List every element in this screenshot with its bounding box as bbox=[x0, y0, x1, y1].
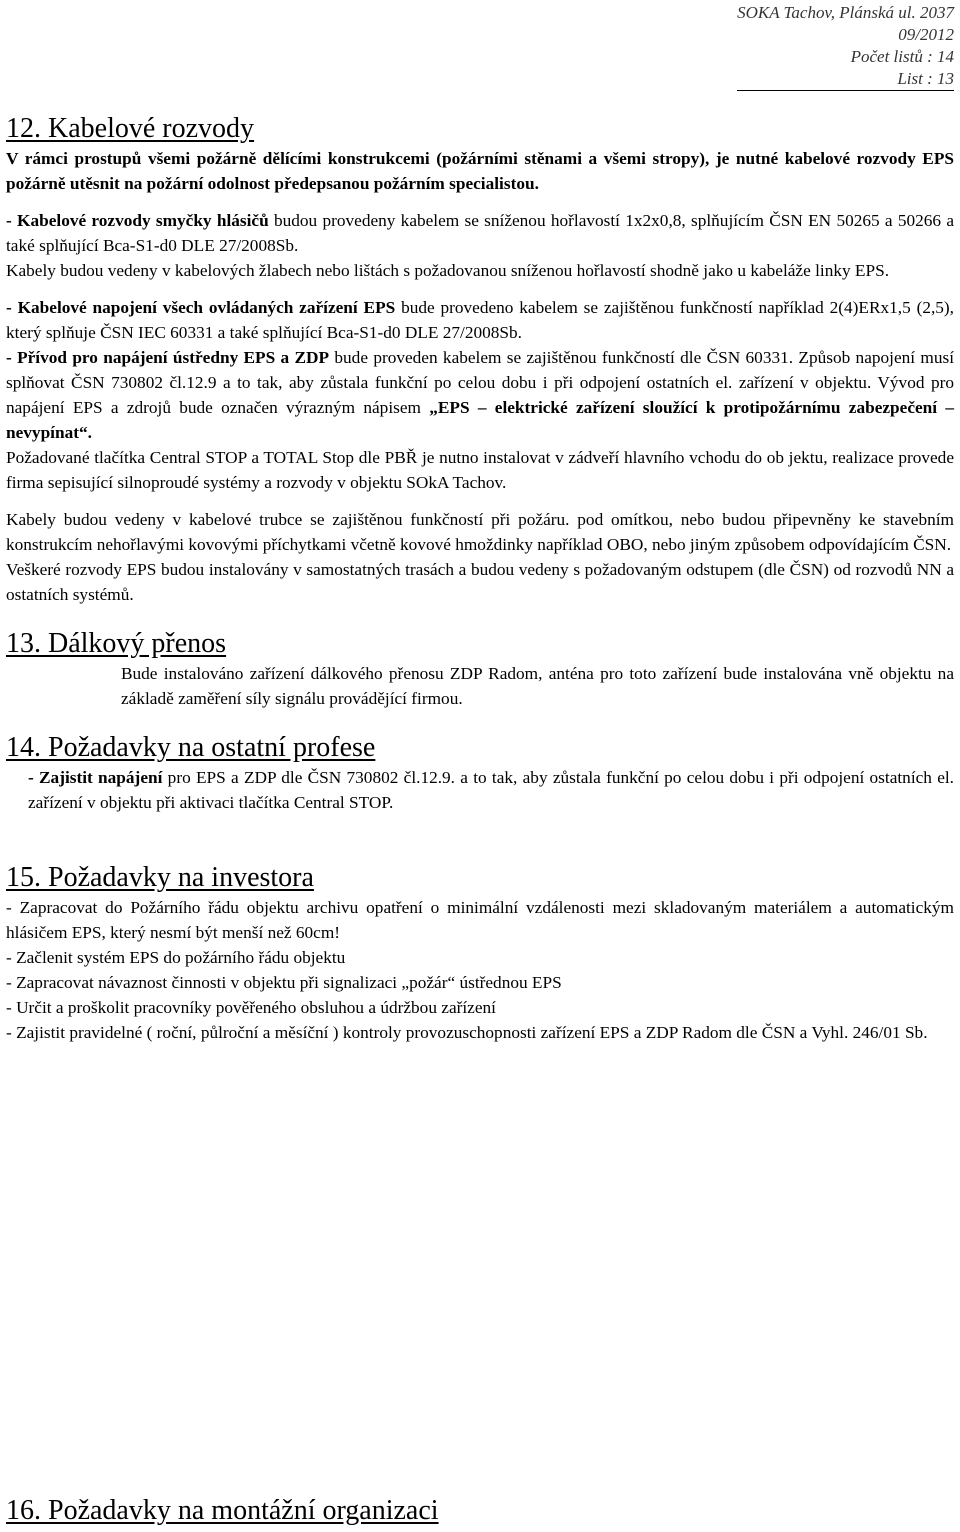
document-body bbox=[6, 112, 954, 1045]
page-header bbox=[737, 2, 954, 91]
s12-p4-warning-label: „EPS – elektrické zařízení sloužící k protipožárnímu zabezpečení – nevypínat“. bbox=[6, 398, 954, 442]
s12-paragraph-1 bbox=[6, 208, 954, 258]
header-sheet-count: Počet listů : 14 bbox=[850, 47, 954, 66]
section-12-title: 12. Kabelové rozvody bbox=[6, 113, 255, 144]
s12-paragraph-2: Kabely budou vedeny v kabelových žlabech nebo lištách s požadovanou sníženou hořlavostí shodně jako u kabeláže linky EPS. bbox=[6, 261, 890, 280]
s15-item-2: - Začlenit systém EPS do požárního řádu objektu bbox=[6, 948, 346, 967]
s12-paragraph-4 bbox=[6, 345, 954, 445]
header-location: SOKA Tachov, Plánská ul. 2037 bbox=[737, 3, 954, 22]
section-13-title: 13. Dálkový přenos bbox=[6, 628, 227, 659]
s12-intro: V rámci prostupů všemi požárně dělícími konstrukcemi (požárními stěnami a všemi stropy), je nutné kabelové rozvody EPS požárně utěsnit na požární odolnost předepsanou požárním specialistou. bbox=[6, 149, 954, 193]
s12-p4-bold: - Přívod pro napájení ústředny EPS a ZDP bbox=[6, 348, 330, 367]
s12-paragraph-3 bbox=[6, 295, 954, 345]
s14-text bbox=[6, 765, 954, 815]
section-14-title: 14. Požadavky na ostatní profese bbox=[6, 732, 376, 763]
s12-p1-bold: - Kabelové rozvody smyčky hlásičů bbox=[6, 211, 269, 230]
s12-p3-text: bude provedeno kabelem se zajištěnou funkčností například 2(4)ERx1,5 (2,5), který splňuje ČSN IEC 60331 a také splňující Bca-S1-d0 DLE 27/2008Sb. bbox=[6, 298, 955, 342]
s15-item-1: - Zapracovat do Požárního řádu objektu archivu opatření o minimální vzdálenosti mezi skladovaným materiálem a automatickým hlásičem EPS, který nesmí být menší než 60cm! bbox=[6, 898, 954, 942]
s12-paragraph-7: Veškeré rozvody EPS budou instalovány v samostatných trasách a budou vedeny s požadovaným odstupem (dle ČSN) od rozvodů NN a ostatních systémů. bbox=[6, 560, 954, 604]
s15-item-5: - Zajistit pravidelné ( roční, půlroční a měsíční ) kontroly provozuschopnosti zařízení EPS a ZDP Radom dle ČSN a Vyhl. 246/01 Sb. bbox=[6, 1023, 928, 1042]
header-date: 09/2012 bbox=[898, 25, 954, 44]
s12-paragraph-5: Požadované tlačítka Central STOP a TOTAL Stop dle PBŘ je nutno instalovat v zádveří hlavního vchodu do ob jektu, realizace provede firma sepisující silnoproudé systémy a rozvody v objektu SOkA Tachov. bbox=[6, 448, 954, 492]
s12-p3-bold: - Kabelové napojení všech ovládaných zařízení EPS bbox=[6, 298, 396, 317]
section-15-title: 15. Požadavky na investora bbox=[6, 862, 314, 893]
s12-p4-text: bude proveden kabelem se zajištěnou funkčností dle ČSN 60331. Způsob napojení musí splňovat ČSN 730802 čl.12.9 a to tak, aby zůstala funkční po celou dobu i při odpojení ostatních el. zařízení v objektu. Vývod pro napájení EPS a zdrojů bude označen výrazným nápisem bbox=[6, 348, 954, 417]
s12-paragraph-6: Kabely budou vedeny v kabelové trubce se zajištěnou funkčností při požáru. pod omítkou, nebo budou připevněny ke stavebním konstrukcím nehořlavými kovovými příchytkami včetně kovové hmoždinky například OBO, nebo jiným způsobem odpovídajícím ČSN. bbox=[6, 510, 954, 554]
section-16-title: 16. Požadavky na montážní organizaci bbox=[6, 1495, 439, 1526]
s12-p1-text: budou provedeny kabelem se sníženou hořlavostí 1x2x0,8, splňujícím ČSN EN 50265 a 50266 a také splňující Bca-S1-d0 DLE 27/2008Sb. bbox=[6, 211, 955, 255]
s14-bold: - Zajistit napájení bbox=[28, 768, 163, 787]
header-sheet-number: List : 13 bbox=[737, 68, 954, 91]
s15-item-4: - Určit a proškolit pracovníky pověřeného obsluhou a údržbou zařízení bbox=[6, 998, 496, 1017]
s14-rest: pro EPS a ZDP dle ČSN 730802 čl.12.9. a to tak, aby zůstala funkční po celou dobu i při odpojení ostatních el. zařízení v objektu při aktivaci tlačítka Central STOP. bbox=[28, 768, 954, 812]
s15-item-3: - Zapracovat návaznost činnosti v objektu při signalizaci „požár“ ústřednou EPS bbox=[6, 973, 562, 992]
s13-text: Bude instalováno zařízení dálkového přenosu ZDP Radom, anténa pro toto zařízení bude instalována vně objektu na základě zaměření síly signálu provádějící firmou. bbox=[121, 664, 954, 708]
